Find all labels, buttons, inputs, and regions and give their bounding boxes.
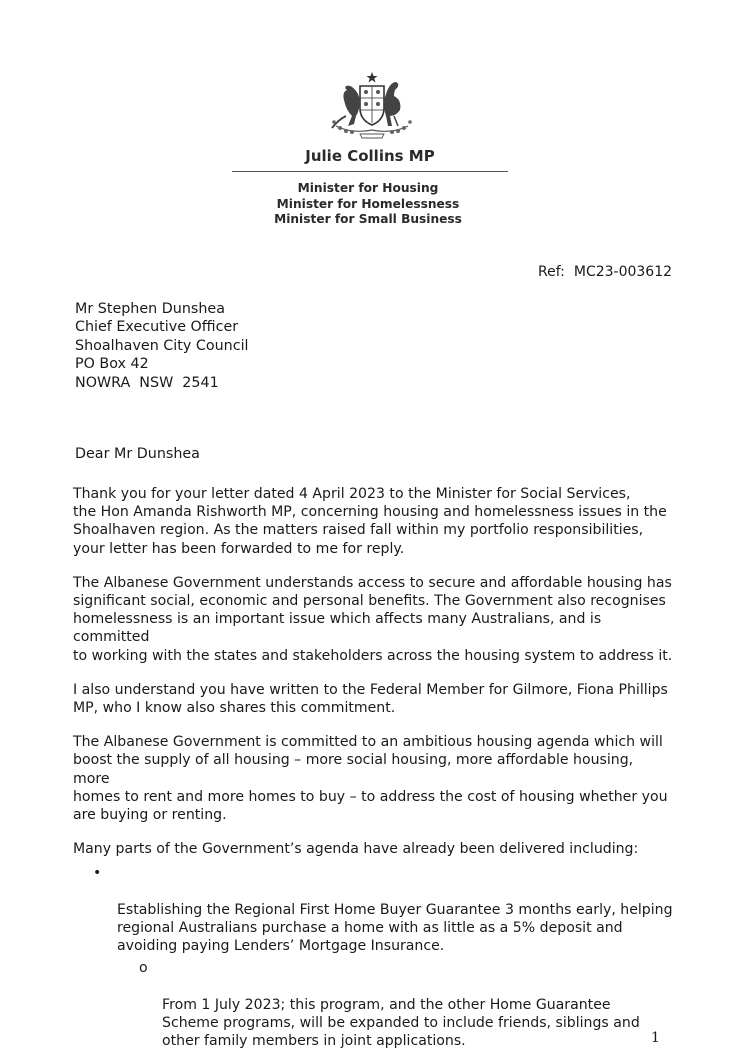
body-paragraph: Many parts of the Government’s agenda have already been delivered including: <box>73 841 639 858</box>
address-line: PO Box 42 <box>75 356 149 373</box>
portfolio-titles <box>0 181 736 228</box>
list-item <box>73 864 673 955</box>
letter-body <box>73 485 673 1050</box>
body-paragraph: The Albanese Government is committed to an ambitious housing agenda which will boost the supply of all housing – more social housing, more affordable housing, more homes to rent and more homes to buy – to address the cost of housing whether you are buying or renting. <box>73 734 668 824</box>
name-divider <box>232 171 508 172</box>
bullet-list <box>73 864 673 1050</box>
salutation: Dear Mr Dunshea <box>75 446 200 462</box>
body-paragraph: The Albanese Government understands access to secure and affordable housing has significant social, economic and personal benefits. The Government also recognises homelessness is an important issue which affects many Australians, and is committed to working with the states and stakeholders across the housing system to address it. <box>73 574 673 664</box>
address-line: Mr Stephen Dunshea <box>75 301 225 317</box>
sub-bullet-text: From 1 July 2023; this program, and the other Home Guarantee Scheme programs, will be expanded to include friends, siblings and other family members in joint applications. <box>162 996 640 1050</box>
page-number: 1 <box>651 1030 660 1046</box>
portfolio-title: Minister for Housing <box>297 181 439 195</box>
reference-line <box>538 264 672 280</box>
recipient-address <box>75 300 249 392</box>
address-line: Chief Executive Officer <box>75 319 239 336</box>
reference-label: Ref: <box>538 264 565 280</box>
minister-name: Julie Collins MP <box>305 147 435 165</box>
bullet-icon: • <box>93 865 102 882</box>
sub-bullet-icon: o <box>139 960 148 977</box>
portfolio-title: Minister for Small Business <box>274 212 462 226</box>
portfolio-title: Minister for Homelessness <box>276 196 460 211</box>
address-line: NOWRA NSW 2541 <box>75 374 219 391</box>
address-line: Shoalhaven City Council <box>75 337 249 354</box>
bullet-text: Establishing the Regional First Home Buyer Guarantee 3 months early, helping regional Australians purchase a home with as little as a 5% deposit and avoiding paying Lenders’ Mortgage Insurance. <box>117 901 673 955</box>
reference-number: MC23-003612 <box>573 264 673 280</box>
sub-list-item <box>73 959 673 1050</box>
body-paragraph: I also understand you have written to the Federal Member for Gilmore, Fiona Phillips MP, who I know also shares this commitment. <box>73 681 668 717</box>
coat-of-arms-icon <box>322 70 422 140</box>
body-paragraph: Thank you for your letter dated 4 April 2023 to the Minister for Social Services, the Hon Amanda Rishworth MP, concerning housing and homelessness issues in the Shoalhaven region. As the matters raised fall within my portfolio responsibilities, your letter has been forwarded to me for reply. <box>73 486 667 557</box>
